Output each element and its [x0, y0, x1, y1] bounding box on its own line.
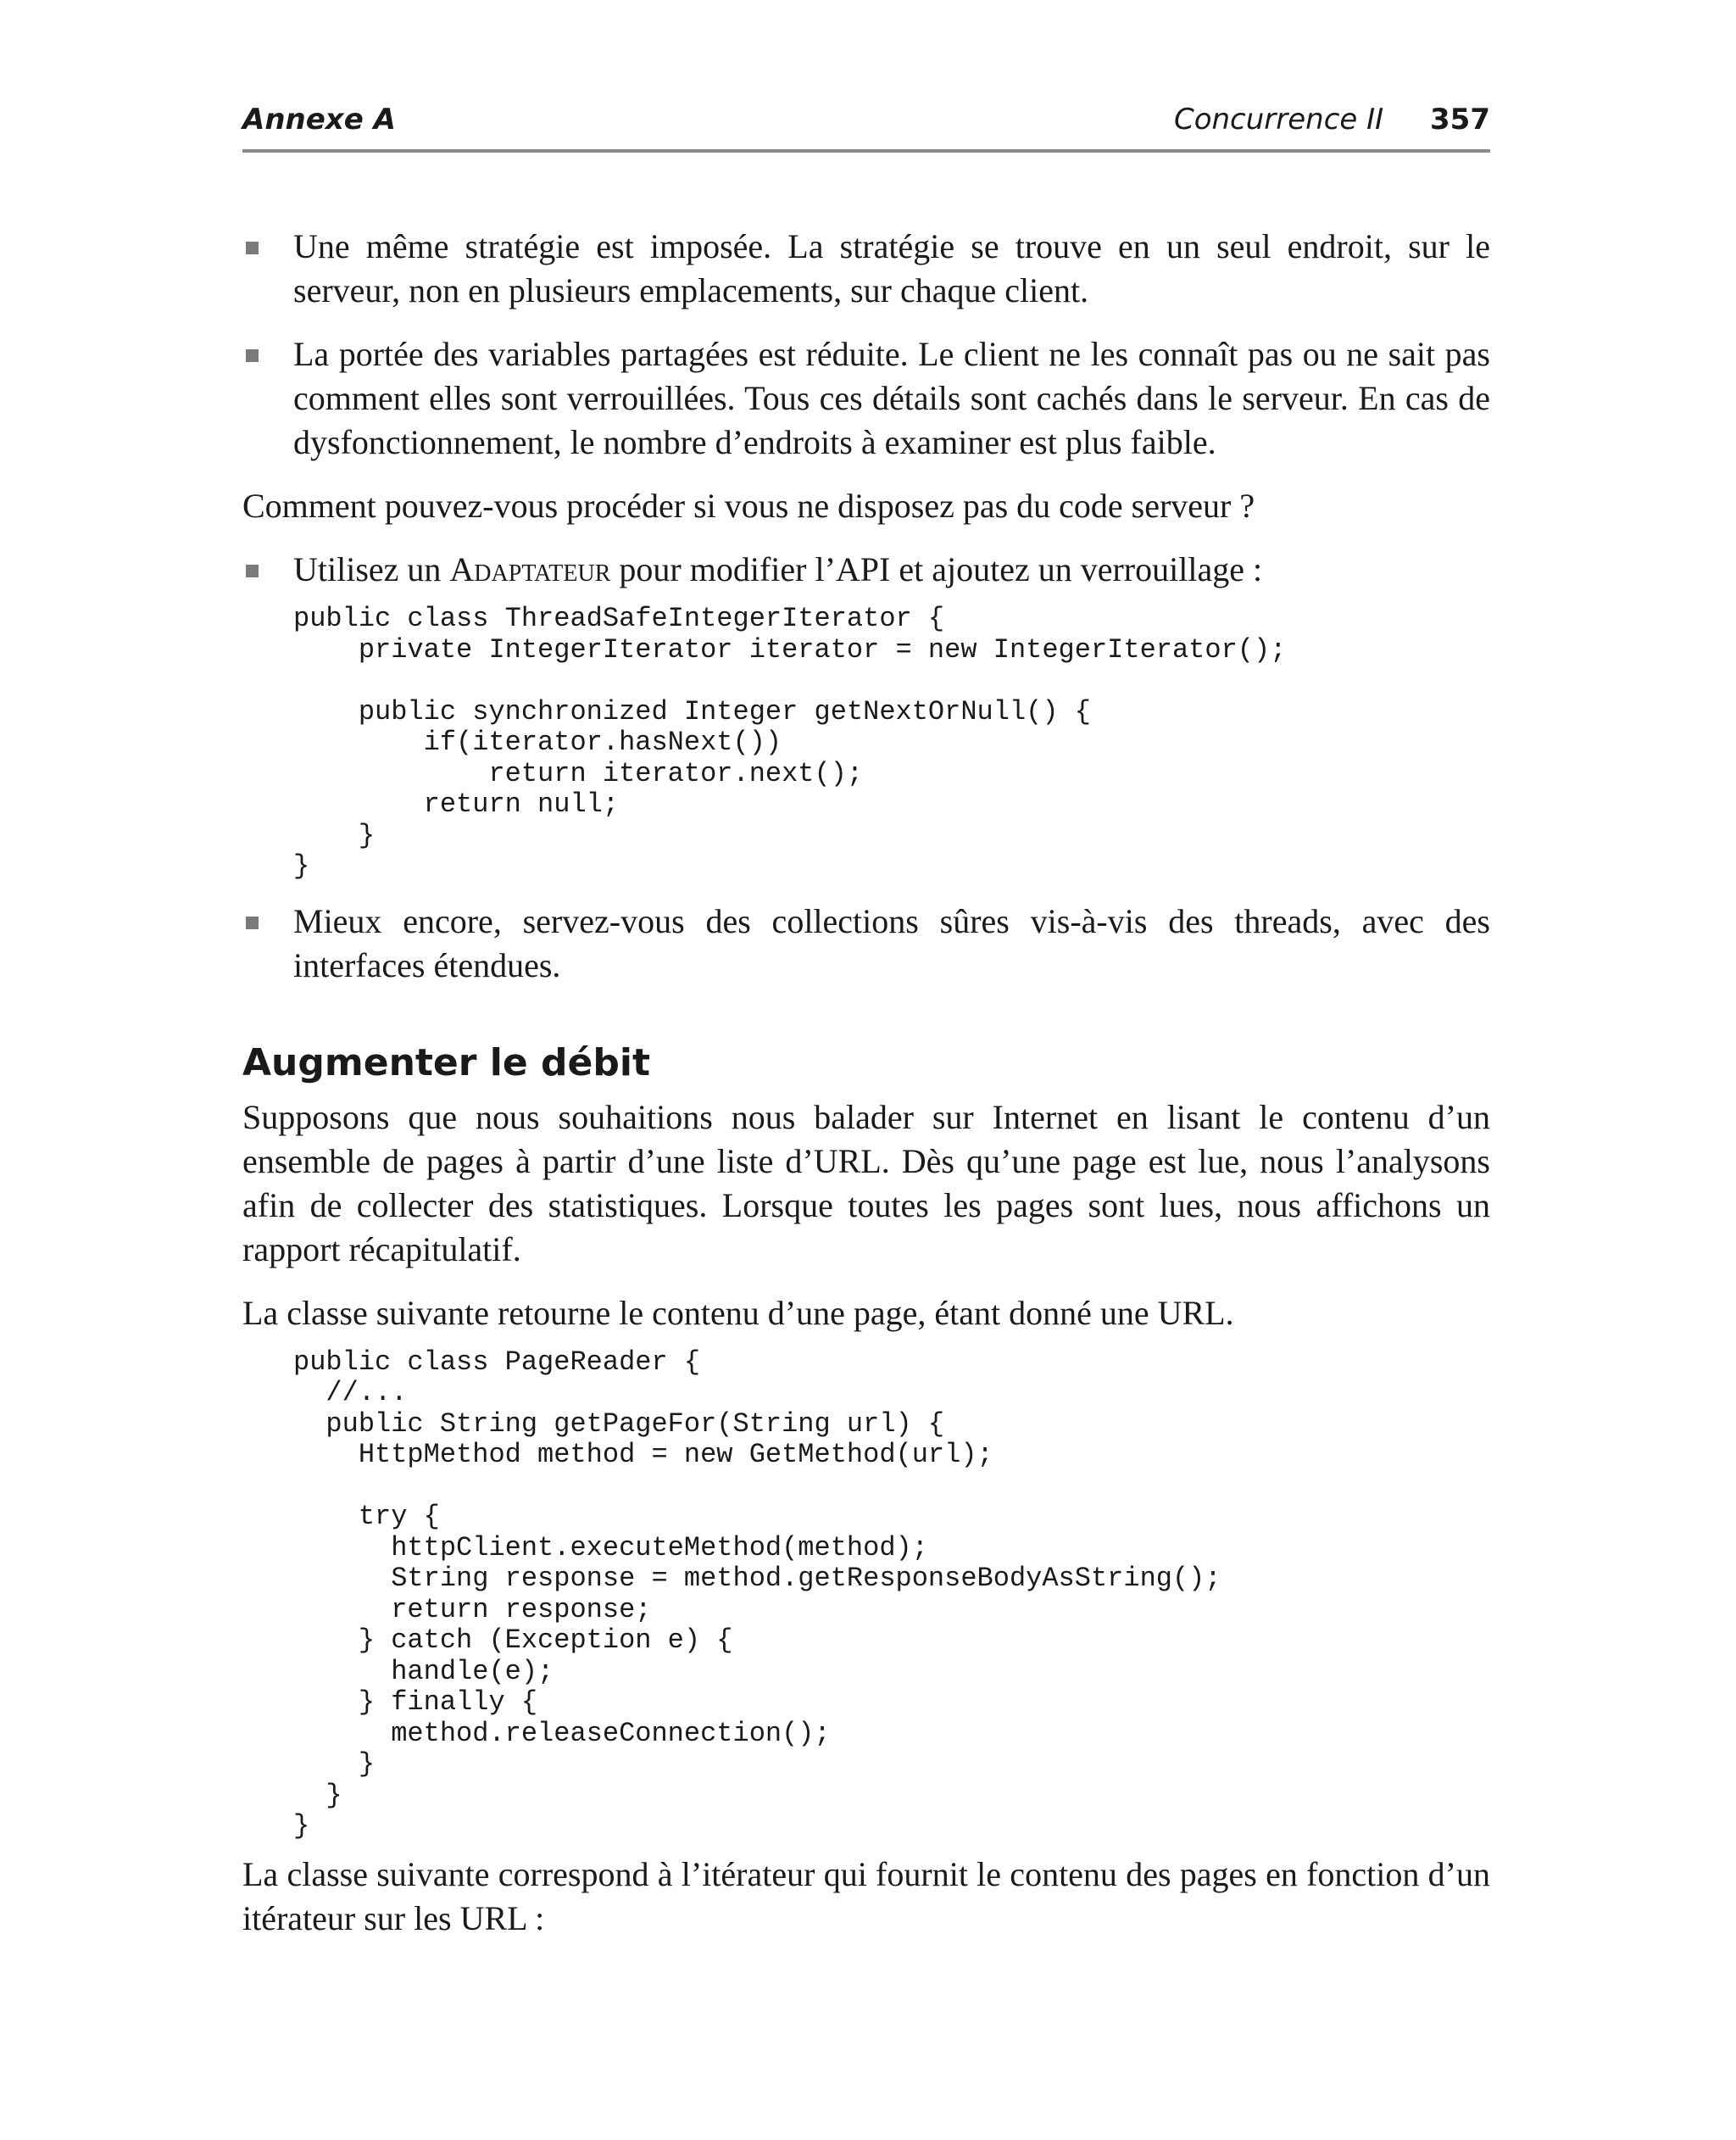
pattern-name: Adaptateur: [449, 550, 611, 588]
bullet-item: [242, 225, 1490, 313]
bullet-text: La portée des variables partagées est réduite. Le client ne les connaît pas ou ne sait pas comment elles sont verrouillées. Tous ces détails sont cachés dans le serveur. En cas de dysfonctionnement, le nombre d’endroits à examiner est plus faible.: [293, 335, 1490, 461]
bullet-square-icon: [246, 349, 259, 362]
bullet-square-icon: [246, 917, 259, 929]
paragraph: La classe suivante retourne le contenu d’une page, étant donné une URL.: [242, 1293, 1234, 1332]
bullet-text-after: pour modifier l’API et ajoutez un verrouillage :: [610, 550, 1263, 588]
section-heading: Augmenter le débit: [242, 1040, 650, 1084]
bullet-text: Mieux encore, servez-vous des collections sûres vis-à-vis des threads, avec des interfaces étendues.: [293, 901, 1490, 984]
bullet-square-icon: [246, 565, 259, 577]
page-content: [242, 225, 1490, 1941]
paragraph-question: Comment pouvez-vous procéder si vous ne disposez pas du code serveur ?: [242, 487, 1255, 525]
bullet-item: [242, 900, 1490, 988]
bullet-text-before: Utilisez un: [293, 550, 450, 588]
running-header: [242, 98, 1490, 141]
header-section: Concurrence II: [1173, 103, 1384, 137]
code-listing-threadsafe-iterator: public class ThreadSafeIntegerIterator { private IntegerIterator iterator = new IntegerIterator(); public synchronized Integer getNextOrNull() { if(iterator.hasNext()) return iterator.next(); return null; } }: [293, 603, 1287, 882]
bullet-text: Une même stratégie est imposée. La stratégie se trouve en un seul endroit, sur le serveur, non en plusieurs emplacements, sur chaque client.: [293, 227, 1490, 309]
header-rule: [242, 149, 1490, 153]
code-listing-page-reader: public class PageReader { //... public String getPageFor(String url) { HttpMethod method = new GetMethod(url); try { httpClient.executeMethod(method); String response = method.getResponseBodyAsString(); return response; } catch (Exception e) { handle(e); } finally { method.releaseConnection(); } } }: [293, 1346, 1221, 1842]
header-chapter: Annexe A: [242, 103, 396, 137]
bullet-item: [242, 548, 1490, 592]
bullet-square-icon: [246, 242, 259, 254]
bullet-item: [242, 332, 1490, 465]
page-number: 357: [1430, 103, 1490, 137]
header-right: [1174, 98, 1490, 141]
paragraph: Supposons que nous souhaitions nous balader sur Internet en lisant le contenu d’un ensemble de pages à partir d’une liste d’URL. Dès qu’une page est lue, nous l’analysons afin de collecter des statistiques. Lorsque toutes les pages sont lues, nous affichons un rapport récapitulatif.: [242, 1097, 1490, 1268]
paragraph: La classe suivante correspond à l’itérateur qui fournit le contenu des pages en fonction d’un itérateur sur les URL :: [242, 1854, 1490, 1937]
